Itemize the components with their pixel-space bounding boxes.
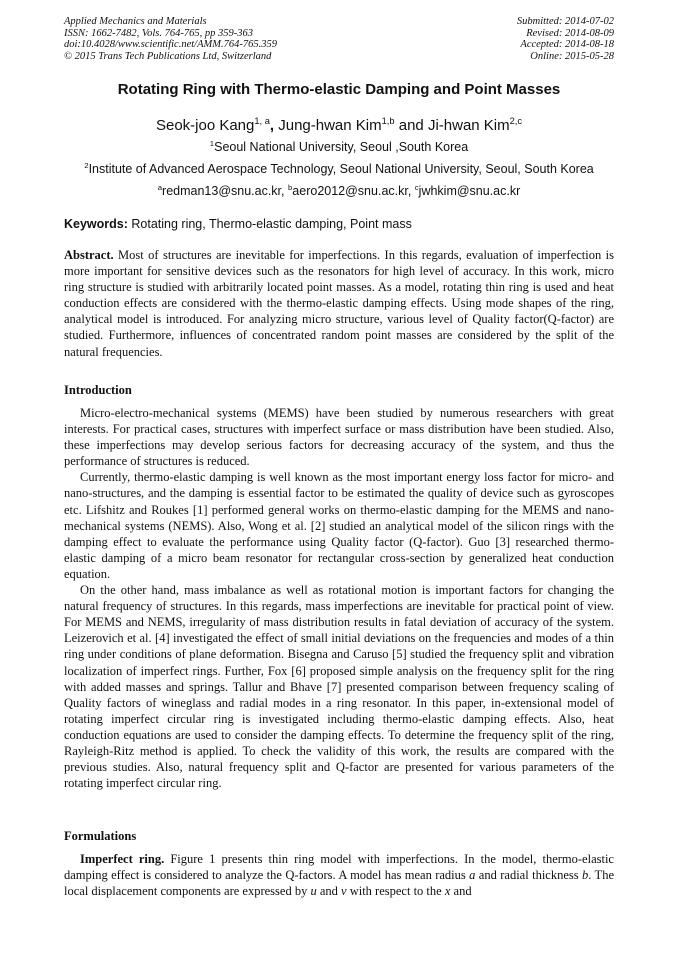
author-sup: 2,c — [509, 116, 523, 126]
affiliation-sup: 1 — [209, 138, 215, 148]
email-link[interactable]: redman13@snu.ac.kr, — [162, 184, 288, 198]
date-online: Online: 2015-05-28 — [530, 50, 614, 62]
paper-title: Rotating Ring with Thermo-elastic Damping and Point Masses — [117, 81, 561, 98]
author-separator: and — [394, 117, 428, 134]
abstract-label: Abstract. — [64, 248, 114, 262]
author-sup: 1,b — [381, 116, 395, 126]
keywords-text: Rotating ring, Thermo-elastic damping, Point mass — [127, 217, 412, 231]
introduction-body — [64, 405, 614, 791]
date-submitted: Submitted: 2014-07-02 — [516, 16, 614, 27]
text-run: Figure 1 presents thin ring model with imperfections. In the model, thermo-elastic damping effect is considered to analyze the Q-factors. A model has mean radius — [64, 852, 614, 883]
date-accepted: Accepted: 2014-08-18 — [520, 39, 614, 51]
subsection-lead: Imperfect ring. — [80, 852, 165, 866]
journal-name: Applied Mechanics and Materials — [64, 16, 207, 27]
math-var: v — [341, 884, 347, 899]
math-var: u — [310, 884, 317, 899]
text-run: and — [316, 884, 342, 899]
paragraph: On the other hand, mass imbalance as well as rotational motion is important factors for changing the natural frequency of structures. In this regards, mass imperfections are inevitable for practical point of view. For MEMS and NEMS, irregularity of mass distribution results in fatal deviation of accuracy of the system. Leizerovich et al. [4] investigated the effect of small initial deviations on the frequencies and modes of a thin ring under conditions of plane deformation. Bisegna and Caruso [5] studied the frequency split and vibration localization of imperfect rings. Further, Fox [6] proposed simple analysis on the frequency split for the ring with added masses and springs. Tallur and Bhave [7] presented comparison between frequency scaling of Quality factors of wineglass and radial modes in a ring resonator. In this paper, in-extensional model of rotating imperfect circular ring is investigated including thermo-elastic damping effects. Also, heat conduction equations are used to consider the damping effects. To determine the frequency split of the ring, Rayleigh-Ritz method is applied. To check the validity of this work, the results are compared with the previous studies. Also, natural frequency split and Q-factor are presented for various parameters of the rotating imperfect circular ring. — [64, 583, 614, 791]
math-var: a — [469, 868, 476, 883]
affiliation-text: Institute of Advanced Aerospace Technology, Seoul National University, Seoul, South Korea — [88, 162, 594, 176]
math-var: x — [444, 884, 451, 899]
author-sup: 1, a — [254, 116, 270, 126]
author-separator: , — [269, 117, 279, 134]
journal-header-left — [64, 16, 277, 62]
text-run: and — [450, 884, 472, 899]
email-link[interactable]: aero2012@snu.ac.kr, — [292, 184, 415, 198]
section-heading-introduction: Introduction — [64, 383, 132, 397]
email-sup: b — [287, 182, 293, 192]
keywords-label: Keywords: — [64, 217, 128, 231]
paragraph: Micro-electro-mechanical systems (MEMS) have been studied by numerous researchers with great interests. For practical cases, structures with imperfect surface or mass distribution have been studied. Also, these imperfections may develop serious factors for decreasing accuracy of the system, and thus the performance of structures is reduced. — [64, 406, 614, 469]
text-run: with respect to the — [346, 884, 445, 899]
author-list — [0, 117, 678, 134]
author-name: Seok-joo Kang — [155, 117, 255, 134]
affiliation-text: Seoul National University, Seoul ,South Korea — [214, 140, 469, 154]
section-heading-formulations: Formulations — [64, 829, 137, 843]
affiliation-1 — [0, 140, 678, 154]
paragraph: Currently, thermo-elastic damping is well known as the most important energy loss factor for micro- and nano-structures, and the damping is essential factor to be estimated the quality of device such as gyroscopes etc. Lifshitz and Roukes [1] performed general works on thermo-elastic damping for the MEMS and nano-mechanical systems (NEMS). Also, Wong et al. [2] studied an analytical model of the silicon rings with the damping effect to evaluate the performance using Quality factor (Q-factor). Guo [3] researched thermo-elastic damping of a micro beam resonator for rectangular cross-section by generalized heat conduction equation. — [64, 470, 614, 581]
author-name: Jung-hwan Kim — [278, 117, 382, 134]
math-var: b — [582, 868, 589, 883]
formulations-body — [64, 851, 614, 899]
abstract — [64, 247, 614, 360]
date-revised: Revised: 2014-08-09 — [526, 27, 614, 39]
email-sup: c — [414, 182, 419, 192]
keywords — [64, 217, 624, 231]
text-run: . The local displacement components are expressed by — [64, 868, 614, 899]
journal-issn: ISSN: 1662-7482, Vols. 764-765, pp 359-363 — [64, 27, 253, 39]
email-sup: a — [157, 182, 163, 192]
abstract-text: Most of structures are inevitable for imperfections. In this regards, evaluation of imperfection is more important for sensitive devices such as the resonators for high level of accuracy. In this work, micro ring structure is studied with arbitrarily located point masses. As a model, rotating thin ring is used and heat conduction effects are considered with the thermo-elastic damping effects. Using mode shapes of the ring, analytical model is introduced. For analyzing micro structure, various level of Quality factor(Q-factor) are studied. Furthermore, influences of concentrated random point masses are considered by the split of the natural frequencies. — [64, 248, 614, 359]
paragraph — [64, 851, 614, 899]
affiliation-2 — [0, 162, 678, 176]
author-emails — [0, 184, 678, 198]
email-link[interactable]: jwhkim@snu.ac.kr — [418, 184, 521, 198]
journal-header-right — [517, 16, 614, 62]
journal-doi[interactable]: doi:10.4028/www.scientific.net/AMM.764-765.359 — [64, 39, 277, 51]
journal-copyright: © 2015 Trans Tech Publications Ltd, Switzerland — [64, 50, 272, 62]
author-name: Ji-hwan Kim — [427, 117, 510, 134]
affiliation-sup: 2 — [84, 160, 89, 170]
text-run: and radial thickness — [475, 868, 583, 883]
